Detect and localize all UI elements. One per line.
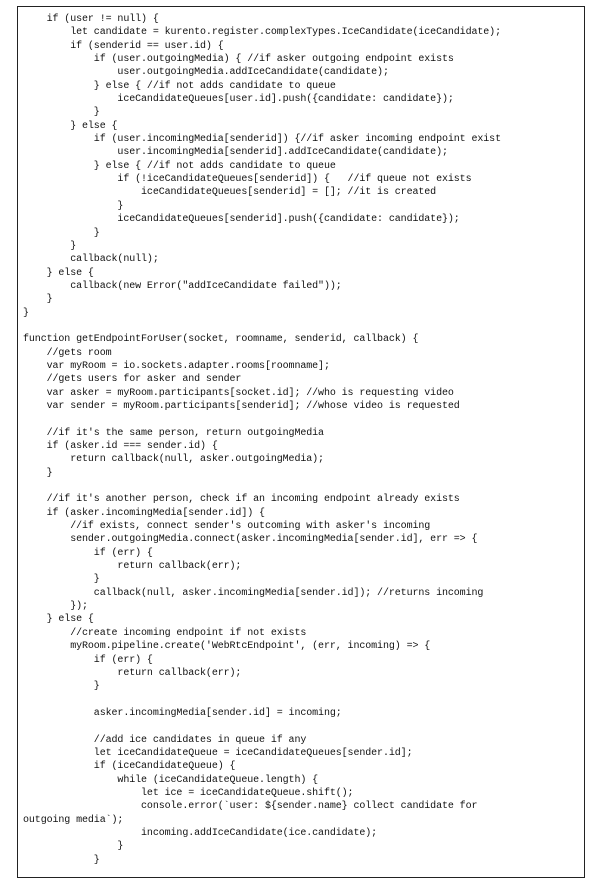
code-line: return callback(null, asker.outgoingMedia);	[23, 454, 324, 466]
code-line: sender.outgoingMedia.connect(asker.incomingMedia[sender.id], err => {	[23, 534, 478, 546]
code-line: function getEndpointForUser(socket, roomname, senderid, callback) {	[23, 334, 419, 346]
code-line: //add ice candidates in queue if any	[23, 734, 307, 746]
code-line: user.outgoingMedia.addIceCandidate(candidate);	[23, 67, 389, 79]
code-line: }	[23, 467, 53, 479]
code-line	[23, 720, 501, 733]
code-line: if (asker.incomingMedia[sender.id]) {	[23, 507, 265, 519]
code-line: }	[23, 574, 100, 586]
code-line: //gets users for asker and sender	[23, 374, 242, 386]
code-line: if (user.outgoingMedia) { //if asker outgoing endpoint exists	[23, 54, 454, 66]
code-line: //create incoming endpoint if not exists	[23, 627, 307, 639]
code-line: //gets room	[23, 347, 112, 359]
code-line: asker.incomingMedia[sender.id] = incoming;	[23, 707, 342, 719]
code-line: var sender = myRoom.participants[senderid]; //whose video is requested	[23, 400, 460, 412]
code-line: if (err) {	[23, 547, 153, 559]
code-line: //if exists, connect sender's outcoming with asker's incoming	[23, 521, 431, 533]
code-line: }	[23, 841, 124, 853]
code-line	[23, 480, 501, 493]
code-line: }	[23, 227, 100, 239]
code-line: while (iceCandidateQueue.length) {	[23, 774, 319, 786]
code-line: });	[23, 601, 88, 613]
code-line: } else {	[23, 614, 94, 626]
code-line: if (user != null) {	[23, 14, 159, 25]
code-line: }	[23, 240, 77, 252]
code-line: }	[23, 107, 100, 119]
code-line: console.error(`user: ${sender.name} collect candidate for	[23, 801, 478, 813]
code-line: iceCandidateQueues[senderid].push({candidate: candidate});	[23, 214, 460, 226]
code-line: }	[23, 200, 124, 212]
code-line: if (err) {	[23, 654, 153, 666]
code-line: iceCandidateQueues[senderid] = []; //it is created	[23, 187, 437, 199]
code-line: callback(null, asker.incomingMedia[sender.id]); //returns incoming	[23, 587, 484, 599]
code-block	[23, 13, 501, 867]
code-line: var myRoom = io.sockets.adapter.rooms[roomname];	[23, 360, 330, 372]
code-line: } else {	[23, 120, 118, 132]
code-line: if (!iceCandidateQueues[senderid]) { //if queue not exists	[23, 174, 472, 186]
code-line: //if it's the same person, return outgoingMedia	[23, 427, 324, 439]
code-line: let ice = iceCandidateQueue.shift();	[23, 787, 354, 799]
code-line: callback(new Error("addIceCandidate failed"));	[23, 280, 342, 292]
code-line	[23, 413, 501, 426]
code-line: callback(null);	[23, 254, 159, 266]
code-line: } else { //if not adds candidate to queue	[23, 80, 336, 92]
code-line: incoming.addIceCandidate(ice.candidate);	[23, 827, 378, 839]
code-line: } else {	[23, 267, 94, 279]
code-line: }	[23, 854, 100, 866]
code-line: var asker = myRoom.participants[socket.id]; //who is requesting video	[23, 387, 454, 399]
code-line: return callback(err);	[23, 561, 242, 573]
code-line: myRoom.pipeline.create('WebRtcEndpoint', (err, incoming) => {	[23, 641, 431, 653]
code-line: if (iceCandidateQueue) {	[23, 761, 236, 773]
code-line: }	[23, 681, 100, 693]
code-line: if (user.incomingMedia[senderid]) {//if asker incoming endpoint exist	[23, 134, 501, 146]
code-line: //if it's another person, check if an incoming endpoint already exists	[23, 494, 460, 506]
code-listing-frame	[17, 6, 585, 878]
code-line	[23, 320, 501, 333]
code-line: let candidate = kurento.register.complexTypes.IceCandidate(iceCandidate);	[23, 27, 501, 39]
code-line: if (senderid == user.id) {	[23, 40, 224, 52]
code-line: return callback(err);	[23, 667, 242, 679]
code-line: }	[23, 307, 29, 319]
code-line: if (asker.id === sender.id) {	[23, 441, 218, 452]
code-line: }	[23, 294, 53, 306]
code-line: iceCandidateQueues[user.id].push({candidate: candidate});	[23, 94, 454, 106]
code-line: } else { //if not adds candidate to queue	[23, 160, 336, 172]
code-line: let iceCandidateQueue = iceCandidateQueues[sender.id];	[23, 747, 413, 759]
code-line: outgoing media`);	[23, 814, 124, 826]
code-line	[23, 694, 501, 707]
code-line: user.incomingMedia[senderid].addIceCandidate(candidate);	[23, 147, 448, 159]
